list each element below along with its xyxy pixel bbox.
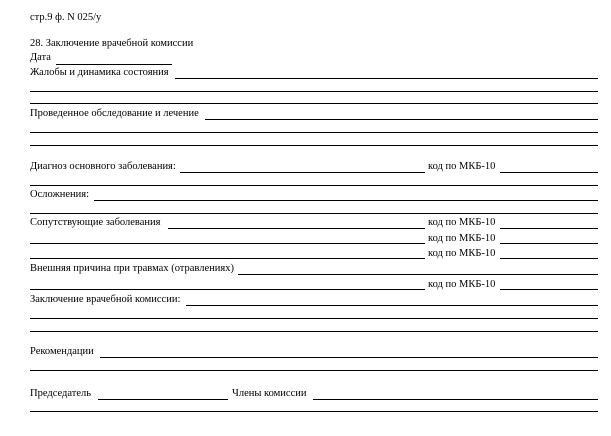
- exam-line-2[interactable]: [30, 132, 598, 133]
- conclusion-line-3[interactable]: [30, 331, 598, 332]
- main-diagnosis-line-2[interactable]: [30, 185, 598, 186]
- complaints-line-3[interactable]: [30, 103, 598, 104]
- recommendations-line-2[interactable]: [30, 370, 598, 371]
- comorbid-mkb-line-3[interactable]: [500, 258, 598, 259]
- external-cause-mkb-label: код по МКБ-10: [428, 279, 496, 290]
- chairman-signature-line[interactable]: [98, 399, 228, 400]
- page-reference: стр.9 ф. N 025/у: [30, 12, 102, 23]
- complaints-line-2[interactable]: [30, 91, 598, 92]
- complications-line-1[interactable]: [94, 200, 598, 201]
- recommendations-line-1[interactable]: [100, 357, 598, 358]
- comorbid-line-1[interactable]: [168, 228, 425, 229]
- chairman-label: Председатель: [30, 388, 92, 399]
- exam-line-1[interactable]: [205, 119, 598, 120]
- main-diagnosis-label: Диагноз основного заболевания:: [30, 161, 176, 172]
- comorbid-mkb-line-1[interactable]: [500, 228, 598, 229]
- recommendations-label: Рекомендации: [30, 346, 94, 357]
- external-cause-line-1[interactable]: [238, 274, 598, 275]
- comorbid-mkb-line-2[interactable]: [500, 243, 598, 244]
- comorbid-mkb-label-3: код по МКБ-10: [428, 248, 496, 259]
- external-cause-mkb-line[interactable]: [500, 289, 598, 290]
- date-line[interactable]: [56, 64, 172, 65]
- comorbid-mkb-label-1: код по МКБ-10: [428, 217, 496, 228]
- main-diagnosis-line[interactable]: [180, 172, 425, 173]
- comorbid-line-3[interactable]: [30, 258, 425, 259]
- conclusion-line-2[interactable]: [30, 318, 598, 319]
- external-cause-label: Внешняя причина при травмах (отравлениях): [30, 263, 234, 274]
- comorbid-line-2[interactable]: [30, 243, 425, 244]
- date-label: Дата: [30, 52, 51, 63]
- section-title: 28. Заключение врачебной комиссии: [30, 38, 194, 49]
- complaints-line-1[interactable]: [175, 78, 598, 79]
- exam-line-3[interactable]: [30, 145, 598, 146]
- conclusion-label: Заключение врачебной комиссии:: [30, 294, 181, 305]
- conclusion-line-1[interactable]: [186, 305, 598, 306]
- main-diagnosis-mkb-label: код по МКБ-10: [428, 161, 496, 172]
- members-signature-line-1[interactable]: [313, 399, 598, 400]
- comorbid-mkb-label-2: код по МКБ-10: [428, 233, 496, 244]
- main-diagnosis-mkb-line[interactable]: [500, 172, 598, 173]
- complications-line-2[interactable]: [30, 213, 598, 214]
- members-signature-line-2[interactable]: [30, 411, 598, 412]
- complications-label: Осложнения:: [30, 189, 89, 200]
- external-cause-line-2[interactable]: [30, 289, 425, 290]
- comorbid-label: Сопутствующие заболевания: [30, 217, 161, 228]
- complaints-label: Жалобы и динамика состояния: [30, 67, 169, 78]
- members-label: Члены комиссии: [232, 388, 307, 399]
- exam-label: Проведенное обследование и лечение: [30, 108, 199, 119]
